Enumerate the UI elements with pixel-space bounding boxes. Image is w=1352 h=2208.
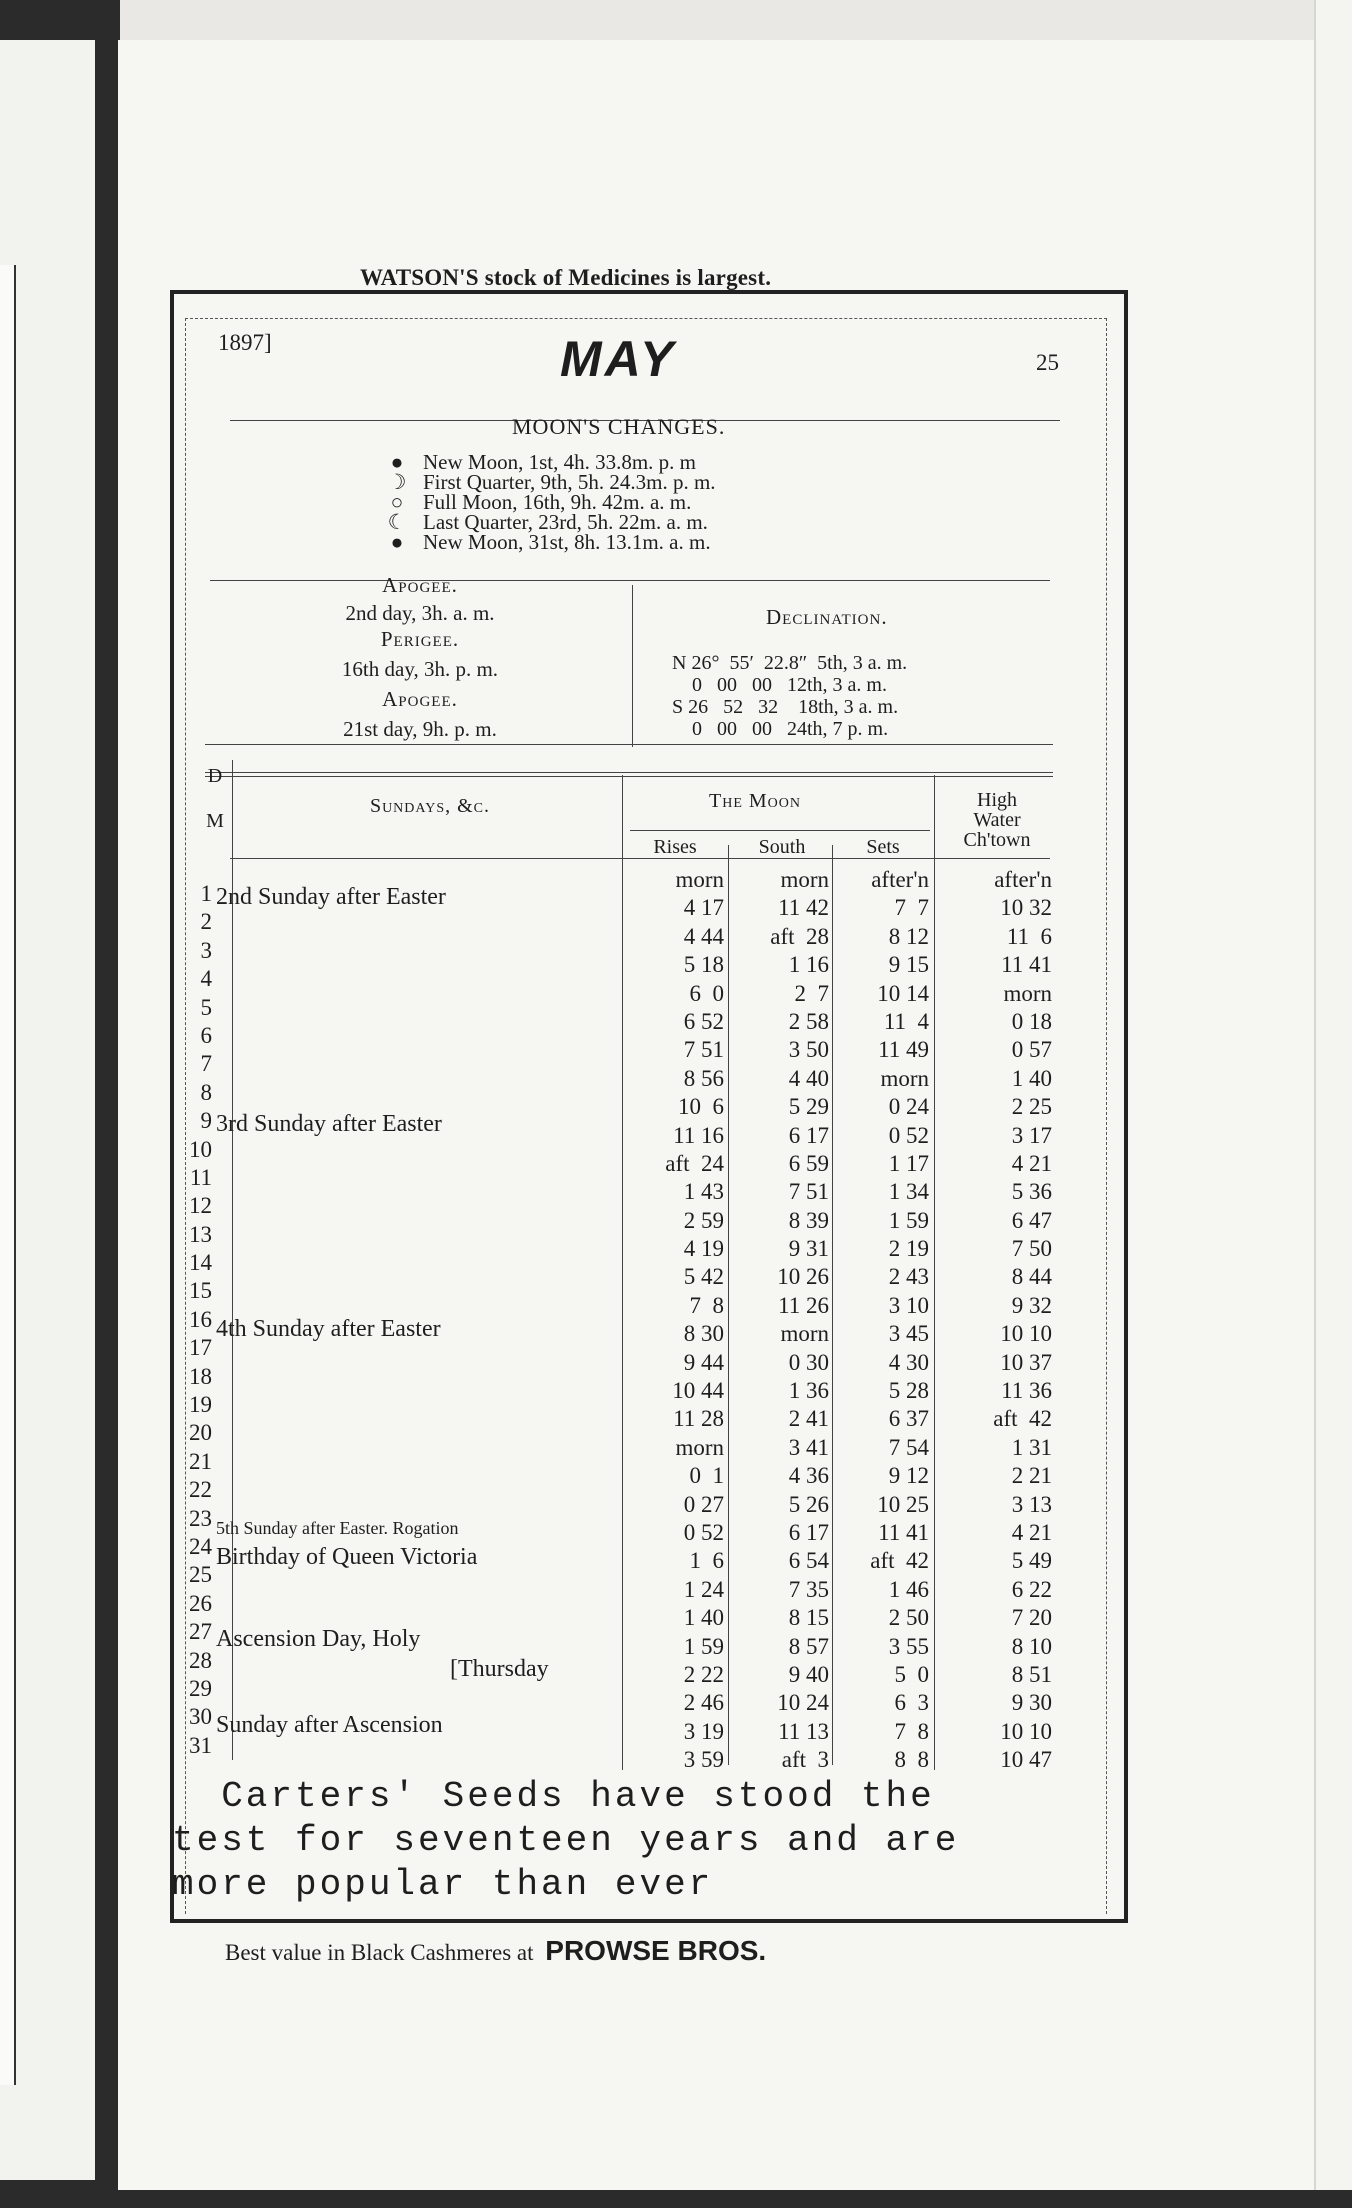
moon-set-cell: 1 59 xyxy=(888,1207,929,1233)
moon-set-cell: 3 45 xyxy=(888,1321,929,1347)
moon-south-cell: 3 50 xyxy=(788,1037,829,1063)
high-water-cell: 0 18 xyxy=(1011,1008,1052,1034)
moon-rise-cell: 10 44 xyxy=(672,1378,724,1404)
event-day-16: 4th Sunday after Easter xyxy=(216,1316,441,1342)
full-moon-icon: ○ xyxy=(390,490,404,514)
moon-change-item: ● New Moon, 1st, 4h. 33.8m. p. m xyxy=(385,452,696,472)
moon-rise-cell: 1 59 xyxy=(683,1633,724,1659)
moon-set-cell: 8 12 xyxy=(888,923,929,949)
day-number: 6 xyxy=(200,1022,212,1048)
moon-set-cell: 2 19 xyxy=(888,1236,929,1262)
moon-set-cell: 11 41 xyxy=(878,1519,929,1545)
perigee-label: Perigee. xyxy=(380,627,460,651)
moon-set-cell: 7 7 xyxy=(894,895,929,921)
moons-changes-title: MOON'S CHANGES. xyxy=(512,414,726,439)
day-number: 16 xyxy=(189,1306,212,1332)
high-water-cell: 10 10 xyxy=(1000,1321,1052,1347)
day-number: 13 xyxy=(189,1221,212,1247)
moon-set-cell: 7 8 xyxy=(894,1718,929,1744)
high-water-cell: 6 47 xyxy=(1011,1207,1052,1233)
moon-south-cell: 11 42 xyxy=(778,895,829,921)
high-water-cell: 1 31 xyxy=(1011,1434,1052,1460)
day-number: 2 xyxy=(200,909,212,935)
table-body-rule xyxy=(230,858,1050,859)
moon-rise-cell: 2 46 xyxy=(683,1690,724,1716)
high-water-cell: 10 32 xyxy=(1000,895,1052,921)
moon-rise-cell: 9 44 xyxy=(683,1349,724,1375)
moon-rise-cell: 6 0 xyxy=(689,980,724,1006)
moon-set-cell: 1 46 xyxy=(888,1576,929,1602)
header-advertisement: WATSON'S stock of Medicines is largest. xyxy=(360,265,772,290)
moon-rise-cell: 3 59 xyxy=(683,1747,724,1773)
moon-set-cell: 2 43 xyxy=(888,1264,929,1290)
day-number: 1 xyxy=(200,881,212,906)
page-title: MAY xyxy=(560,331,677,387)
moon-set-cell: after'n xyxy=(871,867,929,892)
high-water-cell: 10 10 xyxy=(1000,1718,1052,1744)
moon-south-cell: 2 41 xyxy=(788,1406,829,1432)
event-day-28: [Thursday xyxy=(450,1656,549,1682)
page-number: 25 xyxy=(1036,350,1059,375)
moon-set-cell: 3 10 xyxy=(888,1292,929,1318)
high-water-cell: 3 13 xyxy=(1011,1491,1052,1517)
day-number: 18 xyxy=(189,1363,212,1389)
high-water-cell: 0 57 xyxy=(1011,1037,1052,1063)
day-number-column xyxy=(178,880,212,1760)
moon-south-cell: 6 59 xyxy=(788,1150,829,1176)
moon-south-cell: 11 26 xyxy=(778,1292,829,1318)
apogee-label: Apogee. xyxy=(382,687,458,711)
south-header: South xyxy=(758,836,806,858)
high-water-cell: after'n xyxy=(994,867,1052,892)
moon-set-cell: 0 24 xyxy=(888,1094,929,1120)
day-number: 29 xyxy=(189,1675,212,1701)
moon-south-cell: 8 57 xyxy=(788,1633,829,1659)
moon-set-cell: 8 8 xyxy=(894,1747,929,1773)
moon-rise-cell: 8 56 xyxy=(683,1065,724,1091)
moon-south-cell: 11 13 xyxy=(778,1718,829,1744)
bottom-ad-text: Best value in Black Cashmeres at xyxy=(225,1940,534,1965)
high-water-cell: 7 20 xyxy=(1011,1605,1052,1631)
moon-set-cell: 2 50 xyxy=(888,1605,929,1631)
rises-header: Rises xyxy=(653,836,697,858)
moon-rise-cell: 10 6 xyxy=(678,1094,724,1120)
moon-rise-cell: 5 42 xyxy=(683,1264,724,1290)
day-number: 30 xyxy=(189,1704,212,1730)
moon-subheader-rule xyxy=(630,830,930,831)
moon-rise-cell: 7 8 xyxy=(689,1292,724,1318)
day-number: 23 xyxy=(189,1505,212,1531)
high-water-cell: 5 36 xyxy=(1011,1179,1052,1205)
moon-rise-cell: morn xyxy=(675,1434,724,1460)
prowse-bros-brand: PROWSE BROS. xyxy=(545,1935,767,1966)
moon-change-item: ☾ Last Quarter, 23rd, 5h. 22m. a. m. xyxy=(385,512,708,532)
moon-rise-cell: 5 18 xyxy=(683,952,724,978)
prowse-bros-advertisement xyxy=(225,1935,766,1967)
event-day-27: Ascension Day, Holy xyxy=(216,1626,421,1652)
moon-set-cell: morn xyxy=(880,1065,929,1091)
moon-set-cell: 1 17 xyxy=(888,1150,929,1176)
moon-rise-cell: 0 52 xyxy=(683,1519,724,1545)
moon-column-divider xyxy=(934,775,935,1770)
declination-row: S 26 52 32 18th, 3 a. m. xyxy=(672,696,899,718)
moon-south-cell: 4 36 xyxy=(788,1463,829,1489)
sets-header: Sets xyxy=(866,836,900,858)
day-number: 24 xyxy=(189,1533,212,1559)
moon-rise-cell: 7 51 xyxy=(683,1037,724,1063)
moon-south-cell: aft 3 xyxy=(781,1747,829,1773)
moon-set-cell: 10 14 xyxy=(877,980,929,1006)
moon-south-cell: 8 15 xyxy=(788,1605,829,1631)
high-water-cell: 8 44 xyxy=(1011,1264,1052,1290)
high-water-cell: 1 40 xyxy=(1011,1065,1052,1091)
moon-south-cell: 2 7 xyxy=(794,980,829,1006)
the-moon-header: The Moon xyxy=(709,790,801,812)
new-moon-icon: ● xyxy=(390,450,404,474)
carters-seeds-advertisement: Carters' Seeds have stood the test for seventeen years and are more popular than ever xyxy=(172,1776,960,1905)
declination-title: Declination. xyxy=(766,605,888,629)
declination-row: 0 00 00 24th, 7 p. m. xyxy=(672,718,889,740)
high-water-cell: aft 42 xyxy=(993,1406,1052,1432)
moon-set-cell: 6 3 xyxy=(894,1690,929,1716)
moon-rise-cell: 11 16 xyxy=(673,1122,724,1148)
sundays-header: Sundays, &c. xyxy=(369,795,491,817)
moon-set-cell: 6 37 xyxy=(888,1406,929,1432)
high-water-column xyxy=(936,866,1052,1775)
south-column-divider xyxy=(832,845,833,1765)
day-number: 27 xyxy=(189,1619,212,1645)
high-water-cell: 8 51 xyxy=(1011,1661,1052,1687)
moon-rise-cell: 1 24 xyxy=(683,1576,724,1602)
moon-rise-cell: 1 40 xyxy=(683,1605,724,1631)
moon-rise-cell: 0 1 xyxy=(689,1463,724,1489)
moon-set-cell: 9 12 xyxy=(888,1463,929,1489)
moon-rise-cell: 1 6 xyxy=(689,1548,724,1574)
scan-border-bottom xyxy=(0,2190,1352,2208)
day-number: 8 xyxy=(200,1079,212,1105)
apogee-text: 2nd day, 3h. a. m. xyxy=(345,601,495,625)
high-water-cell: 5 49 xyxy=(1011,1548,1052,1574)
day-number: 15 xyxy=(189,1278,212,1304)
scan-border-right xyxy=(1314,0,1352,2208)
moon-rises-column xyxy=(626,866,724,1775)
adjacent-page-strip xyxy=(0,265,16,2085)
new-moon-icon: ● xyxy=(390,530,404,554)
year-label: 1897] xyxy=(218,330,272,355)
moon-rise-cell: 2 22 xyxy=(683,1661,724,1687)
moon-south-cell: aft 28 xyxy=(770,923,829,949)
event-day-30: Sunday after Ascension xyxy=(216,1712,443,1738)
high-water-cell: 11 6 xyxy=(1006,923,1052,949)
day-number: 25 xyxy=(189,1562,212,1588)
high-water-cell: 8 10 xyxy=(1011,1633,1052,1659)
moon-set-cell: 11 4 xyxy=(883,1008,929,1034)
perigee-text: 16th day, 3h. p. m. xyxy=(341,657,499,681)
day-number: 11 xyxy=(189,1164,212,1190)
high-water-cell: 11 41 xyxy=(1001,952,1052,978)
moon-rise-cell: 6 52 xyxy=(683,1008,724,1034)
moon-rise-cell: 3 19 xyxy=(683,1718,724,1744)
day-number: 21 xyxy=(189,1448,212,1474)
high-water-cell: 11 36 xyxy=(1001,1378,1052,1404)
apsides-divider xyxy=(632,585,633,747)
moon-set-cell: 9 15 xyxy=(888,952,929,978)
moon-south-cell: 5 26 xyxy=(788,1491,829,1517)
moon-change-item: ● New Moon, 31st, 8h. 13.1m. a. m. xyxy=(385,532,711,552)
moon-set-cell: aft 42 xyxy=(870,1548,929,1574)
event-day-23: 5th Sunday after Easter. Rogation xyxy=(216,1518,459,1538)
high-water-header: High Water Ch'town xyxy=(963,789,1031,851)
moon-south-cell: 6 17 xyxy=(788,1519,829,1545)
moon-rise-cell: 1 43 xyxy=(683,1179,724,1205)
moon-set-cell: 4 30 xyxy=(888,1349,929,1375)
moon-set-cell: 11 49 xyxy=(878,1037,929,1063)
moon-south-cell: 9 40 xyxy=(788,1661,829,1687)
moon-south-cell: morn xyxy=(780,867,829,892)
moon-change-item: ☽ First Quarter, 9th, 5h. 24.3m. p. m. xyxy=(385,472,716,492)
moon-rise-cell: 4 17 xyxy=(683,895,724,921)
moon-south-cell: 6 17 xyxy=(788,1122,829,1148)
moon-south-cell: 0 30 xyxy=(788,1349,829,1375)
moon-rise-cell: aft 24 xyxy=(665,1150,724,1176)
moon-rise-cell: morn xyxy=(675,867,724,892)
sundays-column-divider xyxy=(622,775,623,1770)
rises-column-divider xyxy=(728,845,729,1765)
moon-south-cell: 8 39 xyxy=(788,1207,829,1233)
moon-south-cell: 1 16 xyxy=(788,952,829,978)
high-water-cell: 10 47 xyxy=(1000,1747,1052,1773)
moon-rise-cell: 0 27 xyxy=(683,1491,724,1517)
high-water-cell: 4 21 xyxy=(1011,1150,1052,1176)
moon-set-cell: 1 34 xyxy=(888,1179,929,1205)
moon-south-cell: 3 41 xyxy=(788,1434,829,1460)
moon-change-item: ○ Full Moon, 16th, 9h. 42m. a. m. xyxy=(385,492,691,512)
day-number: 12 xyxy=(189,1193,212,1219)
day-number: 19 xyxy=(189,1392,212,1418)
day-number: 9 xyxy=(200,1108,212,1134)
moon-south-cell: 7 51 xyxy=(788,1179,829,1205)
apogee-text: 21st day, 9h. p. m. xyxy=(343,717,497,741)
moon-rise-cell: 2 59 xyxy=(683,1207,724,1233)
moon-set-cell: 0 52 xyxy=(888,1122,929,1148)
high-water-cell: 2 21 xyxy=(1011,1463,1052,1489)
high-water-cell: morn xyxy=(1003,980,1052,1006)
moon-south-cell: 4 40 xyxy=(788,1065,829,1091)
apogee-label: Apogee. xyxy=(382,573,458,597)
month-day-header: M xyxy=(206,810,224,832)
high-water-cell: 9 32 xyxy=(1011,1292,1052,1318)
high-water-cell: 2 25 xyxy=(1011,1094,1052,1120)
moon-rise-cell: 11 28 xyxy=(673,1406,724,1432)
day-number: 5 xyxy=(200,994,212,1020)
day-number: 31 xyxy=(189,1732,212,1758)
declination-row: N 26° 55′ 22.8″ 5th, 3 a. m. xyxy=(672,652,908,674)
day-number: 7 xyxy=(200,1051,212,1077)
moon-south-cell: 1 36 xyxy=(788,1378,829,1404)
high-water-cell: 4 21 xyxy=(1011,1519,1052,1545)
table-header-rule xyxy=(205,772,1053,773)
day-number: 20 xyxy=(189,1420,212,1446)
moon-set-cell: 5 28 xyxy=(888,1378,929,1404)
moon-sets-column xyxy=(835,866,929,1775)
table-top-rule xyxy=(205,744,1053,745)
moon-rise-cell: 4 44 xyxy=(683,923,724,949)
high-water-cell: 9 30 xyxy=(1011,1690,1052,1716)
moon-south-cell: 6 54 xyxy=(788,1548,829,1574)
high-water-cell: 3 17 xyxy=(1011,1122,1052,1148)
day-number: 28 xyxy=(189,1647,212,1673)
moon-set-cell: 3 55 xyxy=(888,1633,929,1659)
moon-set-cell: 7 54 xyxy=(888,1434,929,1460)
moon-south-cell: 5 29 xyxy=(788,1094,829,1120)
moon-south-cell: 10 26 xyxy=(777,1264,829,1290)
moon-south-cell: 7 35 xyxy=(788,1576,829,1602)
event-day-24: Birthday of Queen Victoria xyxy=(216,1544,478,1570)
day-number: 3 xyxy=(200,937,212,963)
first-quarter-moon-icon: ☽ xyxy=(387,470,407,494)
moon-south-cell: morn xyxy=(780,1321,829,1347)
last-quarter-moon-icon: ☾ xyxy=(387,510,407,534)
event-day-9: 3rd Sunday after Easter xyxy=(216,1111,442,1137)
day-number: 10 xyxy=(189,1136,212,1162)
day-header: D xyxy=(207,765,223,787)
moon-south-cell: 10 24 xyxy=(777,1690,829,1716)
declination-row: 0 00 00 12th, 3 a. m. xyxy=(672,674,887,696)
moon-rise-cell: 8 30 xyxy=(683,1321,724,1347)
day-number: 4 xyxy=(200,966,212,992)
day-number: 14 xyxy=(189,1250,212,1276)
day-number: 26 xyxy=(189,1590,212,1616)
event-day-1: 2nd Sunday after Easter xyxy=(216,884,446,910)
day-number: 22 xyxy=(189,1477,212,1503)
moon-set-cell: 5 0 xyxy=(894,1661,929,1687)
high-water-cell: 10 37 xyxy=(1000,1349,1052,1375)
high-water-cell: 6 22 xyxy=(1011,1576,1052,1602)
moon-south-cell: 9 31 xyxy=(788,1236,829,1262)
moon-south-column xyxy=(733,866,829,1775)
moon-rise-cell: 4 19 xyxy=(683,1236,724,1262)
day-number: 17 xyxy=(189,1335,212,1361)
high-water-cell: 7 50 xyxy=(1011,1236,1052,1262)
table-header-rule-double xyxy=(205,776,1053,777)
moon-set-cell: 10 25 xyxy=(877,1491,929,1517)
moon-south-cell: 2 58 xyxy=(788,1008,829,1034)
